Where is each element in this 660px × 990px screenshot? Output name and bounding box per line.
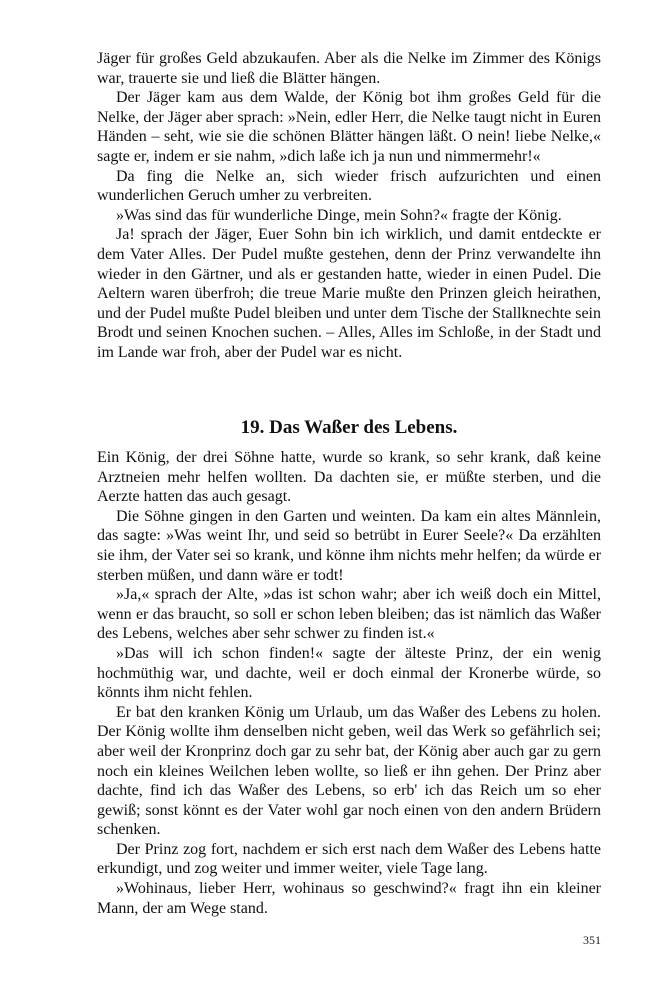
paragraph: Ein König, der drei Söhne hatte, wurde so krank, so sehr krank, daß keine Arztneien mehr helfen wollten. Da dachten sie, er müßte sterben, und die Aerzte hatten das auch gesagt. — [97, 449, 601, 506]
paragraph: Jäger für großes Geld abzukaufen. Aber als die Nelke im Zimmer des Königs war, trauerte sie und ließ die Blätter hängen. — [97, 50, 601, 87]
paragraph: Der Jäger kam aus dem Walde, der König bot ihm großes Geld für die Nelke, der Jäger aber sprach: »Nein, edler Herr, die Nelke taugt nicht in Euren Händen – seht, wie sie die schönen Blätter hängen läßt. O nein! liebe Nelke,« sagte er, indem er sie nahm, »dich laße ich ja nun und nimmermehr!« — [97, 89, 601, 165]
paragraph: »Das will ich schon finden!« sagte der älteste Prinz, der ein wenig hochmüthig war, und dachte, weil er doch einmal der Kronerbe würde, so könnts ihm nicht fehlen. — [97, 644, 601, 702]
paragraph: »Ja,« sprach der Alte, »das ist schon wahr; aber ich weiß doch ein Mittel, wenn er das braucht, so soll er schon leben bleiben; das ist nämlich das Waßer des Lebens, welches aber sehr schwer zu finden ist.« — [97, 586, 601, 643]
continued-story-text — [97, 49, 601, 363]
paragraph: »Wohinaus, lieber Herr, wohinaus so geschwind?« fragt ihn ein kleiner Mann, der am Wege stand. — [97, 880, 601, 917]
chapter-title: 19. Das Waßer des Lebens. — [240, 417, 458, 438]
paragraph: Ja! sprach der Jäger, Euer Sohn bin ich wirklich, und damit entdeckte er dem Vater Alles. Der Pudel mußte gestehen, denn der Prinz verwandelte ihn wieder in den Gärtner, und als er gestanden hatte, wieder in einen Pudel. Die Aeltern waren überfroh; die treue Marie mußte den Prinzen gleich heirathen, und der Pudel mußte Pudel bleiben und unter dem Tische der Stallknechte sein Brodt und seinen Knochen suchen. – Alles, Alles im Schloße, in der Stadt und im Lande war froh, aber der Pudel war es nicht. — [97, 226, 601, 361]
paragraph: Da fing die Nelke an, sich wieder frisch aufzurichten und einen wunderlichen Geruch umher zu verbreiten. — [97, 167, 601, 205]
paragraph: Der Prinz zog fort, nachdem er sich erst nach dem Waßer des Lebens hatte erkundigt, und zog weiter und immer weiter, viele Tage lang. — [97, 840, 601, 878]
paragraph: Die Söhne gingen in den Garten und weinten. Da kam ein altes Männlein, das sagte: »Was weint Ihr, und seid so betrübt in Eurer Seele?« Da erzählten sie ihm, der Vater sei so krank, und könne ihm nichts mehr helfen; da würde er sterben müßen, und dann wäre er todt! — [97, 507, 602, 584]
chapter-body-text — [97, 448, 601, 918]
paragraph: »Was sind das für wunderliche Dinge, mein Sohn?« fragte der König. — [116, 206, 562, 224]
paragraph: Er bat den kranken König um Urlaub, um das Waßer des Lebens zu holen. Der König wollte ihm denselben nicht geben, weil das Werk so gefährlich sei; aber weil der Kronprinz doch gar zu sehr bat, der König aber auch gar zu gern noch ein kleines Weilchen leben wollte, so ließ er ihn gehen. Der Prinz aber dachte, find ich das Waßer des Lebens, so erb' ich das Reich um so eher gewiß; sonst könnt es der Vater wohl gar noch einen von den andern Brüdern schenken. — [97, 703, 601, 839]
page-number: 351 — [583, 933, 601, 947]
